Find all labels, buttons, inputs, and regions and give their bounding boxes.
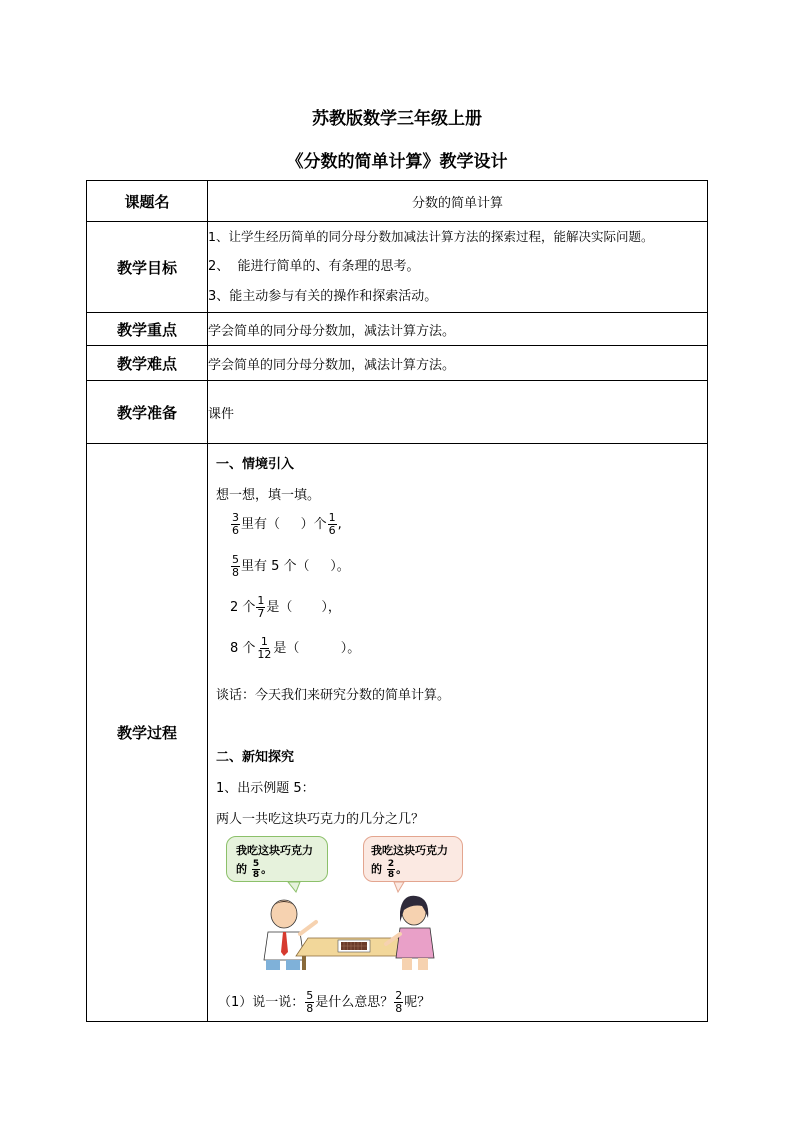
- fraction: $\frac{5}{8}$: [232, 553, 239, 579]
- discussion-line: （1）说一说： $\frac{5}{8}$ 是什么意思？ $\frac{2}{8}$ 呢？: [218, 989, 431, 1015]
- table-row: [87, 313, 708, 346]
- goals-label: 教学目标: [87, 222, 208, 313]
- difficulty-value: 学会简单的同分母分数加，减法计算方法。: [208, 346, 708, 381]
- process-label: 教学过程: [87, 444, 208, 1022]
- preparation-value: 课件: [208, 381, 708, 444]
- table-row: [87, 381, 708, 444]
- goal-item: 3、能主动参与有关的操作和探索活动。: [208, 289, 438, 304]
- instruction-text: 想一想，填一填。: [216, 488, 321, 503]
- process-cell: [208, 444, 708, 1022]
- fraction: $\frac{3}{6}$: [232, 511, 239, 537]
- example-text: 1、出示例题 5：: [216, 781, 315, 796]
- fraction: $\frac{2}{8}$: [395, 989, 403, 1015]
- fraction: $\frac{2}{8}$: [387, 859, 395, 880]
- speech-bubble-left: 我吃这块巧克力 的 $\frac{5}{8}$ 。: [226, 836, 328, 882]
- fraction: $\frac{1}{7}$: [257, 594, 265, 620]
- fraction: $\frac{1}{6}$: [328, 511, 336, 537]
- talk-text: 谈话：今天我们来研究分数的简单计算。: [216, 688, 451, 703]
- children-table-drawing: [226, 882, 474, 972]
- question-text: 两人一共吃这块巧克力的几分之几？: [216, 812, 425, 827]
- exercise-line: 2 个 $\frac{1}{7}$ 是（ ），: [230, 594, 341, 620]
- topic-value: 分数的简单计算: [208, 181, 708, 222]
- key-value: 学会简单的同分母分数加，减法计算方法。: [208, 313, 708, 346]
- preparation-label: 教学准备: [87, 381, 208, 444]
- table-row: [87, 444, 708, 1022]
- exercise-line: 8 个 $\frac{1}{12}$ 是（ ）。: [230, 635, 361, 661]
- fraction: $\frac{5}{8}$: [306, 989, 314, 1015]
- table-row: [87, 346, 708, 381]
- chocolate-icon: [338, 940, 370, 952]
- goal-item: 1、让学生经历简单的同分母分数加减法计算方法的探索过程，能解决实际问题。: [208, 229, 654, 244]
- section-heading: 一、情境引入: [216, 457, 295, 472]
- lesson-plan-table: [86, 180, 708, 1022]
- boy-figure: [264, 900, 316, 970]
- chocolate-illustration: [226, 836, 474, 972]
- document-title: 苏教版数学三年级上册: [312, 109, 482, 129]
- speech-bubble-right: 我吃这块巧克力 的 $\frac{2}{8}$ 。: [363, 836, 463, 882]
- fraction: $\frac{1}{12}$: [257, 635, 272, 661]
- key-label: 教学重点: [87, 313, 208, 346]
- goal-item: 2、 能进行简单的、有条理的思考。: [208, 259, 420, 274]
- document-subtitle: 《分数的简单计算》教学设计: [286, 152, 508, 172]
- exercise-line: $\frac{3}{6}$ 里有（ ）个 $\frac{1}{6}$ ,: [232, 511, 342, 537]
- table-row: [87, 181, 708, 222]
- section-heading: 二、新知探究: [216, 750, 295, 765]
- exercise-line: $\frac{5}{8}$ 里有 5 个（ ）。: [232, 553, 350, 579]
- girl-figure: [386, 896, 434, 970]
- table-row: [87, 222, 708, 313]
- difficulty-label: 教学难点: [87, 346, 208, 381]
- fraction: $\frac{5}{8}$: [252, 859, 260, 880]
- topic-label: 课题名: [87, 181, 208, 222]
- goals-cell: [208, 222, 708, 313]
